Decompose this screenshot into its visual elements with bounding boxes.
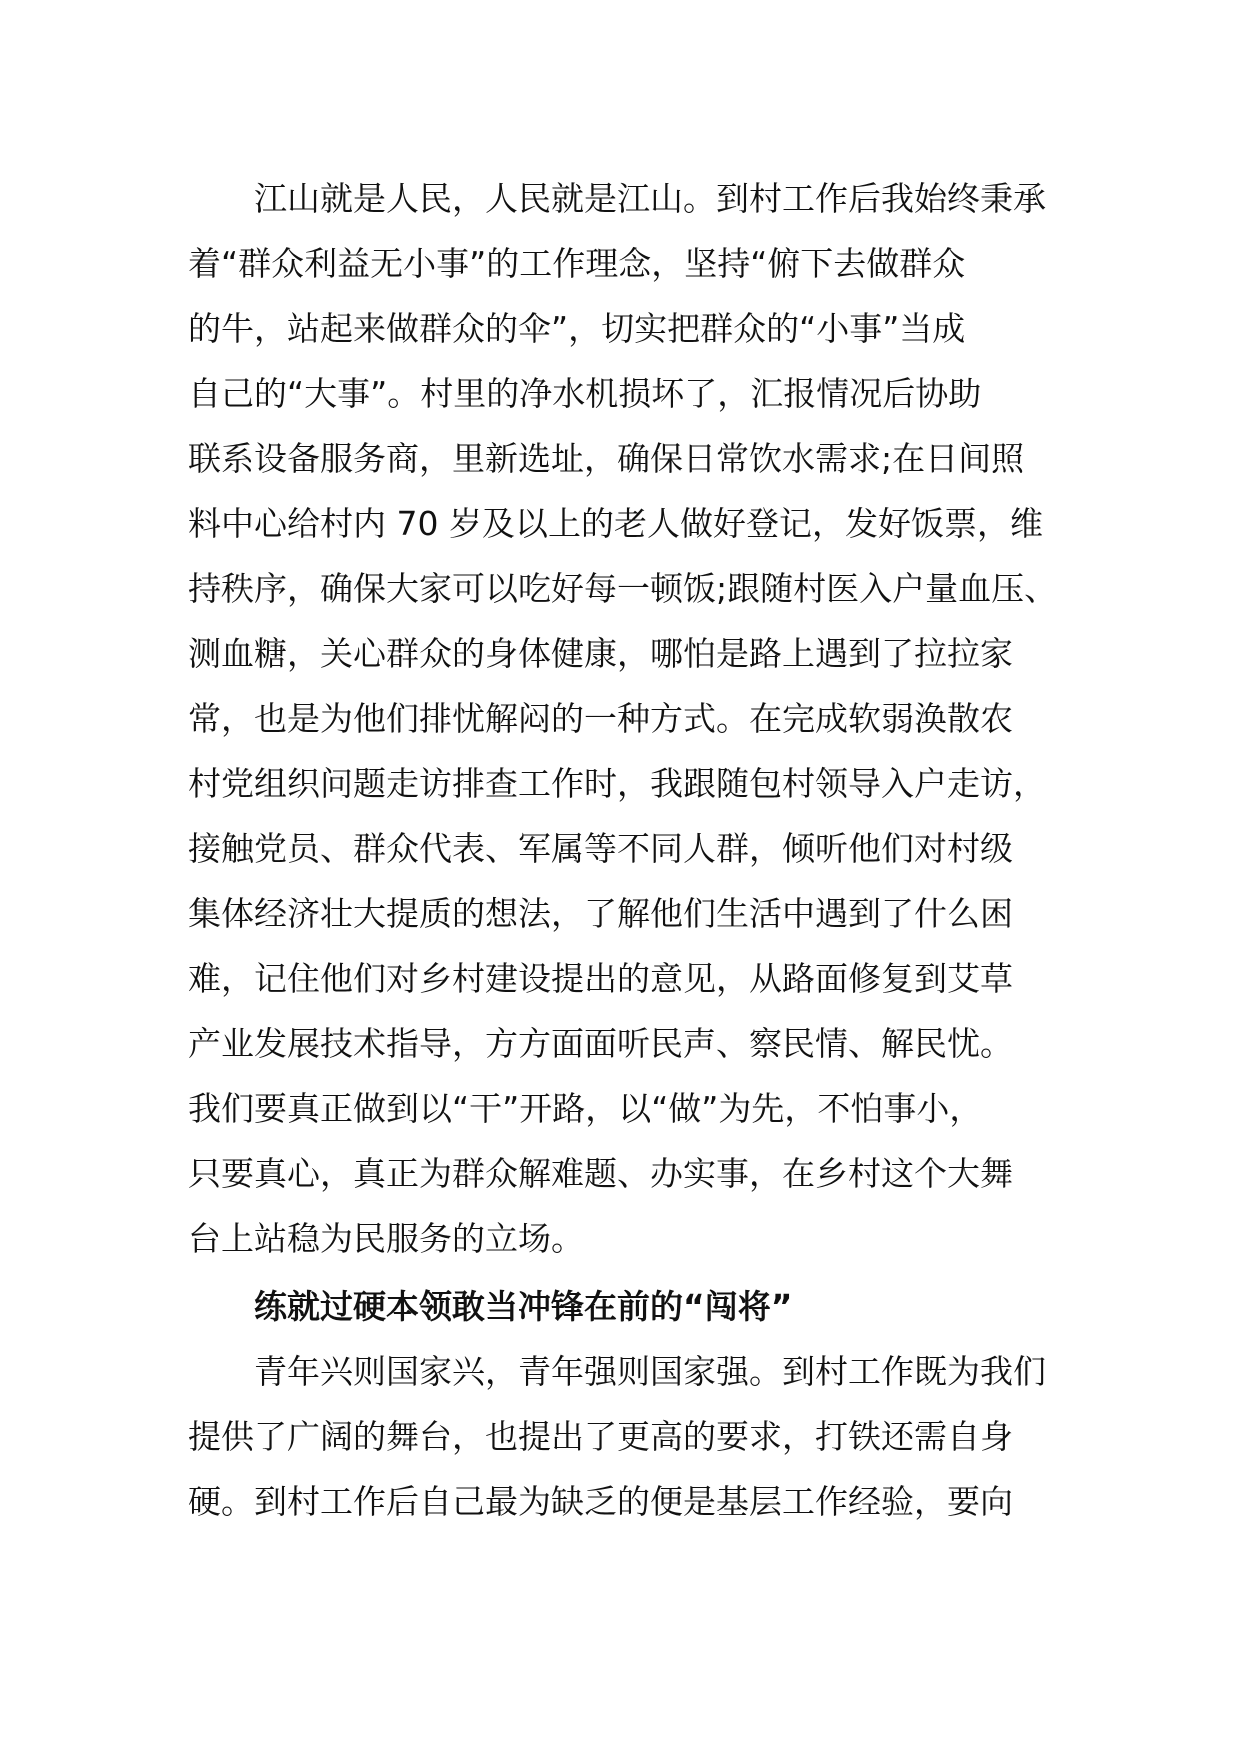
text-line: 着“群众利益无小事”的工作理念，坚持“俯下去做群众 bbox=[188, 244, 966, 283]
text-line: 硬。到村工作后自己最为缺乏的便是基层工作经验，要向 bbox=[188, 1482, 1013, 1521]
text-line: 自己的“大事”。村里的净水机损坏了，汇报情况后协助 bbox=[188, 374, 982, 413]
text-line: 我们要真正做到以“干”开路，以“做”为先，不怕事小， bbox=[188, 1089, 983, 1128]
text-line: 常，也是为他们排忧解闷的一种方式。在完成软弱涣散农 bbox=[188, 699, 1013, 738]
section-heading: 练就过硬本领敢当冲锋在前的“闯将” bbox=[188, 1287, 793, 1326]
text-line: 接触党员、群众代表、军属等不同人群，倾听他们对村级 bbox=[188, 829, 1013, 868]
document-body bbox=[188, 166, 1068, 1534]
text-line: 青年兴则国家兴，青年强则国家强。到村工作既为我们 bbox=[188, 1352, 1046, 1391]
text-line: 联系设备服务商，里新选址，确保日常饮水需求;在日间照 bbox=[188, 439, 1025, 478]
text-line: 测血糖，关心群众的身体健康，哪怕是路上遇到了拉拉家 bbox=[188, 634, 1013, 673]
paragraph-2 bbox=[188, 1339, 1068, 1534]
text-line: 集体经济壮大提质的想法，了解他们生活中遇到了什么困 bbox=[188, 894, 1013, 933]
text-line: 难，记住他们对乡村建设提出的意见，从路面修复到艾草 bbox=[188, 959, 1013, 998]
paragraph-1 bbox=[188, 166, 1068, 1271]
text-line: 台上站稳为民服务的立场。 bbox=[188, 1219, 584, 1258]
text-line: 料中心给村内 70 岁及以上的老人做好登记，发好饭票，维 bbox=[188, 504, 1043, 543]
text-line: 村党组织问题走访排查工作时，我跟随包村领导入户走访， bbox=[188, 764, 1046, 803]
text-line: 产业发展技术指导，方方面面听民声、察民情、解民忧。 bbox=[188, 1024, 1013, 1063]
text-line: 提供了广阔的舞台，也提出了更高的要求，打铁还需自身 bbox=[188, 1417, 1013, 1456]
text-line: 持秩序，确保大家可以吃好每一顿饭;跟随村医入户量血压、 bbox=[188, 569, 1058, 608]
text-line: 的牛，站起来做群众的伞”，切实把群众的“小事”当成 bbox=[188, 309, 966, 348]
text-line: 江山就是人民，人民就是江山。到村工作后我始终秉承 bbox=[188, 179, 1046, 218]
text-line: 只要真心，真正为群众解难题、办实事，在乡村这个大舞 bbox=[188, 1154, 1013, 1193]
